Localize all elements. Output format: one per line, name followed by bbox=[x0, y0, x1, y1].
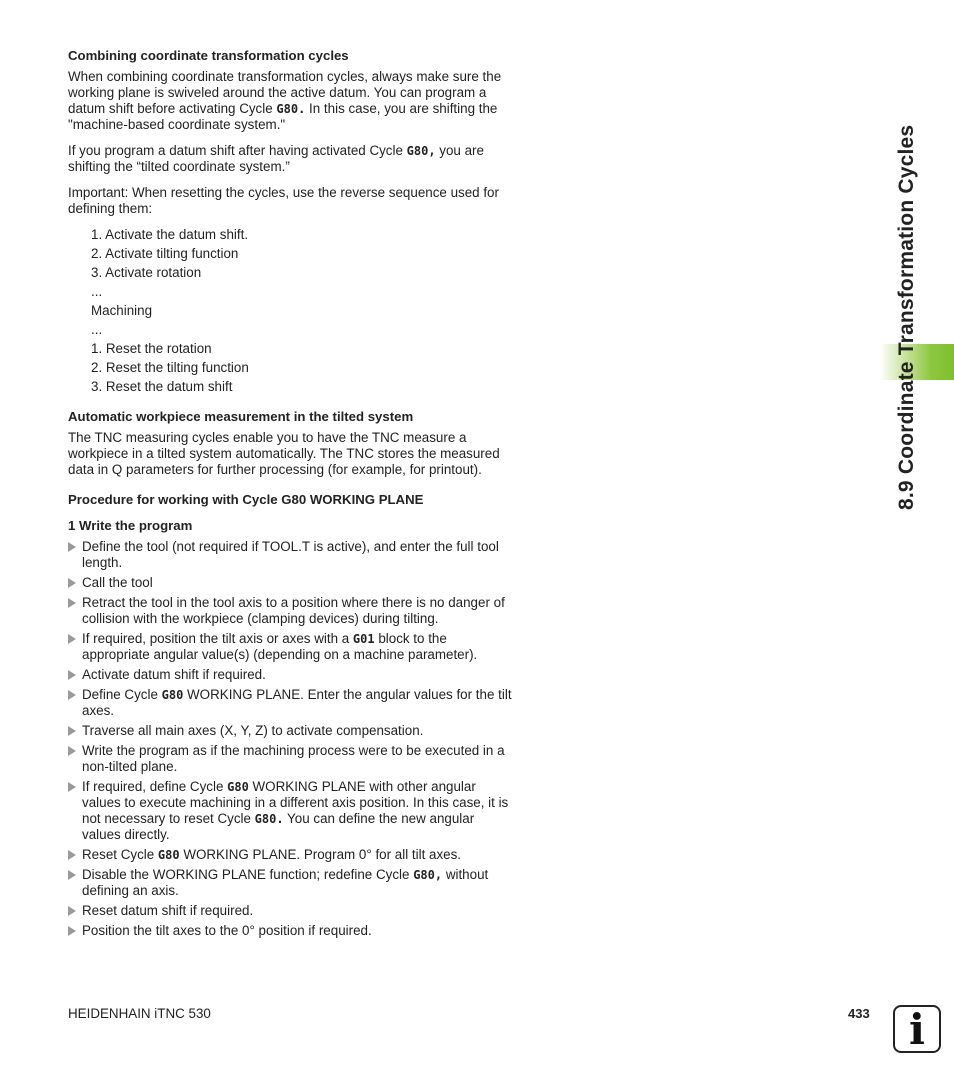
step-text: Write the program as if the machining process were to be executed in a non-tilted plane. bbox=[82, 743, 505, 774]
heading-automatic-measurement: Automatic workpiece measurement in the tilted system bbox=[68, 409, 414, 424]
paragraph-automatic-measurement: The TNC measuring cycles enable you to have the TNC measure a workpiece in a tilted system automatically. The TNC stores the measured data in Q parameters for further processing (for example, for printout). bbox=[68, 430, 500, 477]
sequence-item: 1. Reset the rotation bbox=[91, 341, 212, 356]
step-text: Traverse all main axes (X, Y, Z) to activate compensation. bbox=[82, 723, 424, 738]
step-item bbox=[68, 631, 513, 663]
step-text: Reset Cycle bbox=[82, 847, 158, 862]
sequence-item: 3. Activate rotation bbox=[91, 265, 202, 280]
code-g80: G80, bbox=[413, 868, 443, 882]
step-text: Call the tool bbox=[82, 575, 153, 590]
step-item bbox=[68, 743, 513, 775]
text-run: If you program a datum shift after having activated Cycle bbox=[68, 143, 407, 158]
main-content bbox=[68, 48, 513, 943]
arrow-right-icon bbox=[68, 870, 76, 880]
code-g80: G80, bbox=[406, 144, 436, 158]
step-text: WORKING PLANE. Program 0° for all tilt axes. bbox=[179, 847, 462, 862]
code-g80: G80 bbox=[227, 780, 249, 794]
sequence-item: ... bbox=[91, 322, 103, 337]
step-item bbox=[68, 595, 513, 627]
sequence-item: 2. Reset the tilting function bbox=[91, 360, 249, 375]
step-text: WORKING PLANE with other angular values to execute machining in a different axis position. In this case, it is not necessary to reset Cycle bbox=[82, 779, 509, 826]
step-item bbox=[68, 687, 513, 719]
text-run: you are shifting the “tilted coordinate system.” bbox=[68, 143, 484, 174]
step-item bbox=[68, 867, 513, 899]
step-text: block to the appropriate angular value(s) (depending on a machine parameter). bbox=[82, 631, 478, 662]
page-number: 433 bbox=[848, 1006, 870, 1021]
code-g80: G80 bbox=[161, 688, 184, 702]
arrow-right-icon bbox=[68, 670, 76, 680]
step-item bbox=[68, 575, 513, 591]
step-item bbox=[68, 923, 513, 939]
step-item bbox=[68, 779, 513, 843]
code-g80: G80 bbox=[157, 848, 180, 862]
step-item bbox=[68, 667, 513, 683]
step-text: If required, position the tilt axis or axes with a bbox=[82, 631, 353, 646]
arrow-right-icon bbox=[68, 634, 76, 644]
arrow-right-icon bbox=[68, 926, 76, 936]
arrow-right-icon bbox=[68, 690, 76, 700]
step-text: without defining an axis. bbox=[82, 867, 489, 898]
arrow-right-icon bbox=[68, 726, 76, 736]
step-text: If required, define Cycle bbox=[82, 779, 228, 794]
sequence-item: 3. Reset the datum shift bbox=[91, 379, 233, 394]
code-g80: G80. bbox=[276, 102, 306, 116]
procedure-steps bbox=[68, 539, 513, 939]
step-text: Disable the WORKING PLANE function; redefine Cycle bbox=[82, 867, 414, 882]
info-glyph: i bbox=[909, 1005, 925, 1054]
step-item bbox=[68, 723, 513, 739]
sequence-item: 2. Activate tilting function bbox=[91, 246, 239, 261]
step-text: You can define the new angular values directly. bbox=[82, 811, 475, 842]
text-run: In this case, you are shifting the "machine-based coordinate system." bbox=[68, 101, 498, 132]
heading-procedure: Procedure for working with Cycle G80 WORKING PLANE bbox=[68, 492, 424, 507]
subheading-write-program: 1 Write the program bbox=[68, 518, 193, 533]
text-run: When combining coordinate transformation cycles, always make sure the working plane is swiveled around the active datum. You can program a datum shift before activating Cycle bbox=[68, 69, 502, 116]
heading-combining-cycles: Combining coordinate transformation cycles bbox=[68, 48, 349, 63]
sequence-list bbox=[91, 227, 513, 395]
code-g01: G01 bbox=[352, 632, 375, 646]
step-item bbox=[68, 539, 513, 571]
paragraph-combining-2 bbox=[68, 143, 513, 175]
chapter-title-vertical: 8.9 Coordinate Transformation Cycles bbox=[895, 124, 918, 510]
step-item bbox=[68, 847, 513, 863]
step-text: WORKING PLANE. Enter the angular values for the tilt axes. bbox=[82, 687, 512, 718]
step-text: Reset datum shift if required. bbox=[82, 903, 254, 918]
paragraph-combining-3: Important: When resetting the cycles, use the reverse sequence used for defining them: bbox=[68, 185, 499, 216]
step-item bbox=[68, 903, 513, 919]
sequence-item: 1. Activate the datum shift. bbox=[91, 227, 249, 242]
step-text: Define the tool (not required if TOOL.T is active), and enter the full tool length. bbox=[82, 539, 499, 570]
step-text: Activate datum shift if required. bbox=[82, 667, 266, 682]
step-text: Define Cycle bbox=[82, 687, 162, 702]
arrow-right-icon bbox=[68, 542, 76, 552]
arrow-right-icon bbox=[68, 850, 76, 860]
step-text: Retract the tool in the tool axis to a position where there is no danger of collision with the workpiece (clamping devices) during tilting. bbox=[82, 595, 505, 626]
arrow-right-icon bbox=[68, 906, 76, 916]
info-icon bbox=[893, 1005, 941, 1053]
code-g80: G80. bbox=[254, 812, 284, 826]
arrow-right-icon bbox=[68, 598, 76, 608]
footer-product-name: HEIDENHAIN iTNC 530 bbox=[68, 1006, 211, 1021]
arrow-right-icon bbox=[68, 578, 76, 588]
sequence-item: ... bbox=[91, 284, 103, 299]
arrow-right-icon bbox=[68, 746, 76, 756]
sequence-item: Machining bbox=[91, 303, 153, 318]
arrow-right-icon bbox=[68, 782, 76, 792]
step-text: Position the tilt axes to the 0° position if required. bbox=[82, 923, 372, 938]
paragraph-combining-1 bbox=[68, 69, 513, 133]
